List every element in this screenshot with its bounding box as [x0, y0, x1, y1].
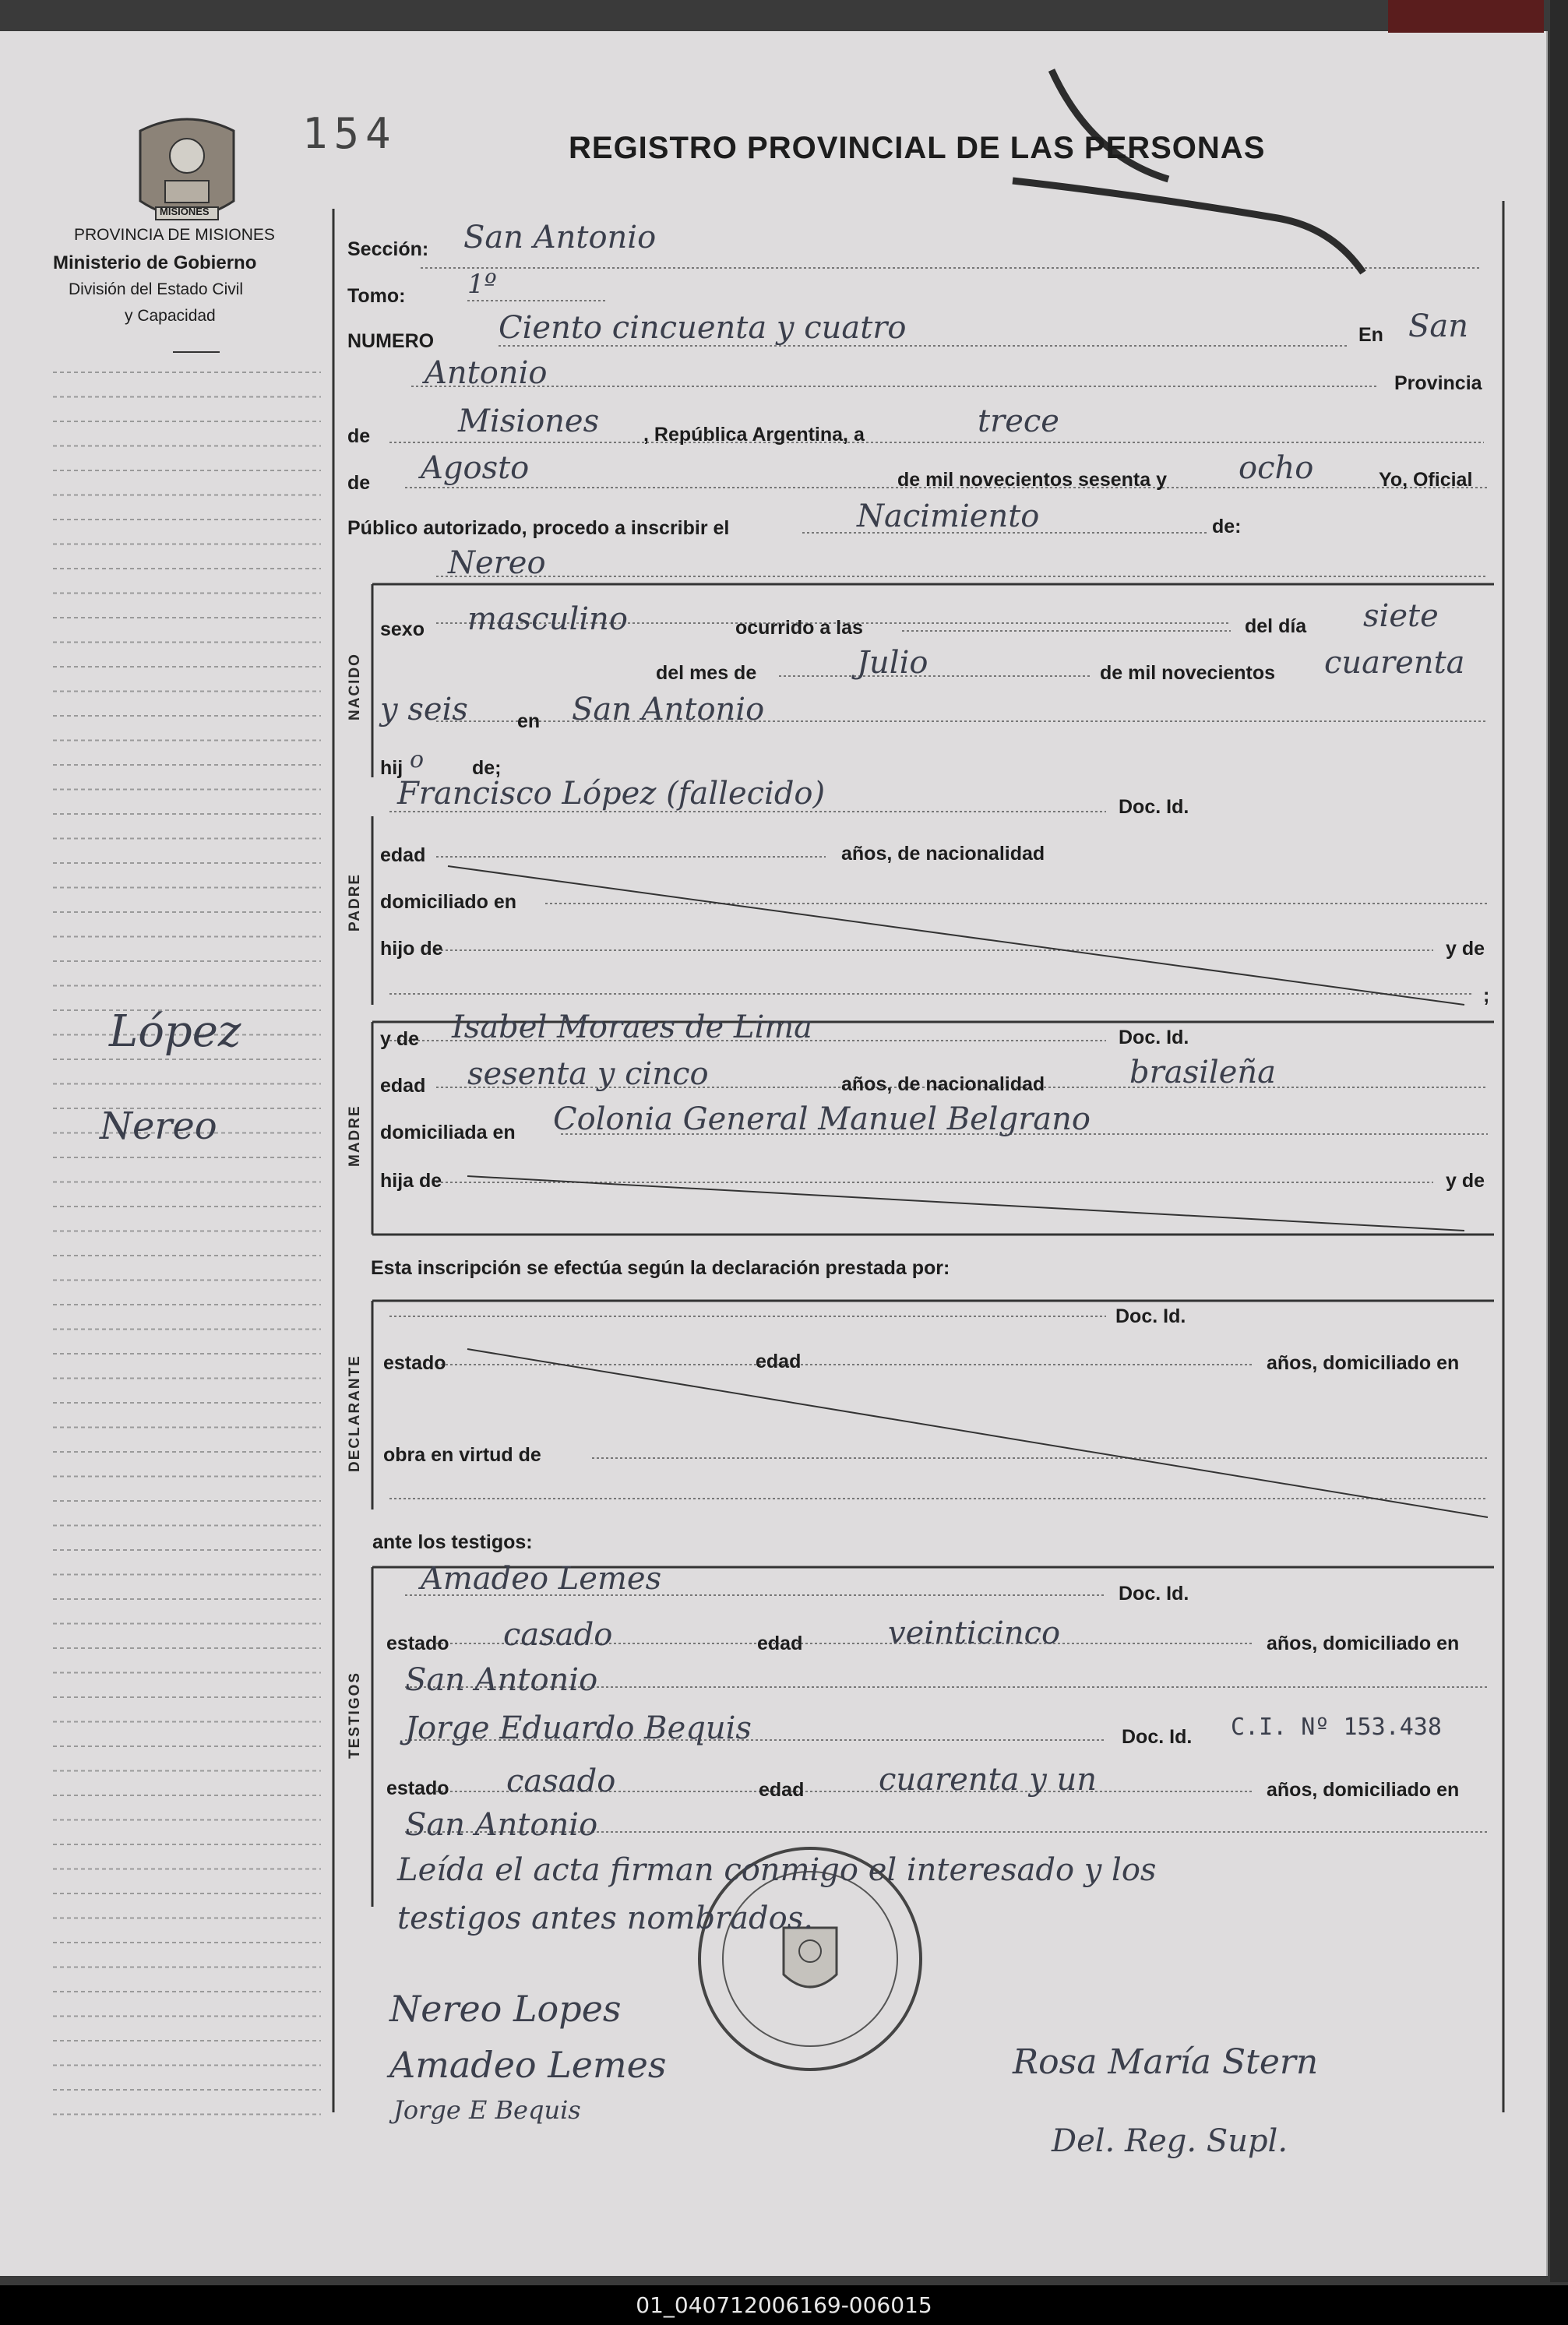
value-madre: Isabel Moraes de Lima — [452, 1009, 813, 1045]
label-del-dia: del día — [1245, 615, 1307, 637]
value-t1-dom: San Antonio — [405, 1662, 598, 1698]
signature-interesado: Nereo Lopes — [389, 1988, 622, 2030]
label-doc-padre: Doc. Id. — [1119, 796, 1189, 818]
value-sexo: masculino — [467, 601, 628, 637]
value-acto: Nacimiento — [857, 498, 1040, 534]
value-nac-lugar: San Antonio — [572, 692, 765, 727]
value-nombre: Nereo — [448, 545, 546, 581]
label-en-lower: en — [517, 710, 541, 732]
margin-surname: López — [109, 1006, 241, 1057]
label-ocurrido: ocurrido a las — [735, 617, 863, 639]
label-y-de-madre-2: y de — [1446, 1170, 1485, 1192]
value-madre-dom: Colonia General Manuel Belgrano — [553, 1101, 1091, 1137]
label-estado-declarante: estado — [383, 1352, 446, 1374]
label-yo-oficial: Yo, Oficial — [1379, 469, 1473, 491]
value-dia: trece — [978, 403, 1059, 439]
label-obra: obra en virtud de — [383, 1444, 541, 1466]
value-testigo1: Amadeo Lemes — [421, 1561, 662, 1597]
label-anios-dom-declarante: años, domiciliado en — [1267, 1352, 1460, 1374]
value-numero: Ciento cincuenta y cuatro — [499, 310, 907, 346]
label-nacido: NACIDO — [347, 653, 363, 720]
value-padre: Francisco López (fallecido) — [397, 776, 826, 812]
label-anios-padre: años, de nacionalidad — [841, 843, 1045, 865]
signature-title: Del. Reg. Supl. — [1052, 2123, 1288, 2159]
label-provincia: Provincia — [1394, 372, 1482, 394]
org-ministry: Ministerio de Gobierno — [53, 252, 257, 273]
value-hijo-suffix: o — [410, 746, 425, 773]
value-t1-estado: casado — [503, 1617, 613, 1653]
label-seccion: Sección: — [347, 238, 429, 260]
org-capacity: y Capacidad — [125, 307, 216, 325]
closing-line-1: Leída el acta firman conmigo el interesado y los — [397, 1852, 1157, 1888]
value-madre-edad: sesenta y cinco — [467, 1056, 709, 1092]
label-de-2: de — [347, 472, 371, 494]
label-declaracion: Esta inscripción se efectúa según la declaración prestada por: — [371, 1257, 950, 1279]
label-hijo: hij — [380, 757, 403, 779]
value-t2-estado: casado — [506, 1763, 616, 1799]
value-testigo2: Jorge Eduardo Bequis — [405, 1710, 752, 1746]
label-anios-dom-t1: años, domiciliado en — [1267, 1633, 1460, 1654]
value-t2-edad: cuarenta y un — [879, 1762, 1098, 1798]
value-mes: Agosto — [421, 450, 530, 486]
label-y-de-padre: y de — [1446, 938, 1485, 960]
value-t2-doc: C.I. Nº 153.438 — [1231, 1714, 1442, 1741]
page-title: REGISTRO PROVINCIAL DE LAS PERSONAS — [569, 131, 1266, 165]
label-declarante: DECLARANTE — [347, 1354, 363, 1472]
org-province: PROVINCIA DE MISIONES — [74, 226, 275, 244]
label-doc-t2: Doc. Id. — [1122, 1726, 1193, 1748]
signature-oficial: Rosa María Stern — [1013, 2042, 1319, 2082]
value-nac-anio-2: y seis — [380, 692, 468, 727]
value-en-2: Antonio — [425, 355, 548, 391]
label-ante: ante los testigos: — [372, 1531, 533, 1553]
signature-testigo2: Jorge E Bequis — [393, 2095, 581, 2125]
crest-icon — [140, 119, 234, 220]
label-testigos: TESTIGOS — [347, 1671, 363, 1759]
label-de-mil: de mil novecientos sesenta y — [897, 469, 1167, 491]
value-anio: ocho — [1239, 450, 1314, 486]
label-hijo-de-padre: hijo de — [380, 938, 443, 960]
value-madre-nac: brasileña — [1129, 1055, 1276, 1090]
page-number: 154 — [302, 109, 397, 158]
value-nac-mes: Julio — [857, 645, 928, 681]
label-del-mes: del mes de — [656, 662, 757, 684]
label-doc-madre: Doc. Id. — [1119, 1027, 1189, 1048]
label-sexo: sexo — [380, 618, 425, 640]
value-seccion: San Antonio — [463, 220, 657, 255]
margin-name: Nereo — [100, 1104, 217, 1148]
label-publico: Público autorizado, procedo a inscribir el — [347, 517, 730, 539]
label-domiciliada: domiciliada en — [380, 1122, 516, 1143]
label-hija-de: hija de — [380, 1170, 442, 1192]
label-numero: NUMERO — [347, 330, 435, 352]
label-estado-t1: estado — [386, 1633, 449, 1654]
label-y-de-madre: y de — [380, 1028, 420, 1050]
value-nac-dia: siete — [1363, 598, 1439, 634]
value-en-1: San — [1408, 308, 1469, 344]
label-de-semicolon: de; — [472, 757, 502, 779]
label-doc-t1: Doc. Id. — [1119, 1583, 1189, 1605]
label-anios-dom-t2: años, domiciliado en — [1267, 1779, 1460, 1801]
label-madre: MADRE — [347, 1104, 363, 1167]
label-de-1: de — [347, 425, 371, 447]
label-edad-t2: edad — [759, 1779, 805, 1801]
image-caption: 01_040712006169-006015 — [0, 2285, 1568, 2325]
label-republica: , República Argentina, a — [643, 424, 865, 446]
label-edad-padre: edad — [380, 844, 426, 866]
label-doc-declarante: Doc. Id. — [1115, 1305, 1186, 1327]
value-t2-dom: San Antonio — [405, 1807, 598, 1843]
org-division: División del Estado Civil — [69, 280, 244, 298]
label-de-colon: de: — [1212, 516, 1242, 537]
value-nac-anio-1: cuarenta — [1324, 645, 1465, 681]
label-tomo: Tomo: — [347, 285, 406, 307]
label-edad-madre: edad — [380, 1075, 426, 1097]
label-anios-madre: años, de nacionalidad — [841, 1073, 1045, 1095]
crest-label: MISIONES — [160, 206, 210, 217]
label-en: En — [1358, 324, 1383, 346]
value-t1-edad: veinticinco — [888, 1615, 1061, 1651]
label-edad-declarante: edad — [756, 1351, 802, 1372]
label-edad-t1: edad — [757, 1633, 803, 1654]
value-provincia: Misiones — [458, 403, 600, 439]
signature-testigo1: Amadeo Lemes — [389, 2044, 667, 2086]
label-estado-t2: estado — [386, 1777, 449, 1799]
label-domiciliado-padre: domiciliado en — [380, 891, 517, 913]
label-semicolon: ; — [1483, 985, 1490, 1006]
label-padre: PADRE — [347, 872, 363, 932]
value-tomo: 1º — [467, 269, 497, 300]
closing-line-2: testigos antes nombrados. — [397, 1901, 813, 1936]
label-de-mil-nov: de mil novecientos — [1100, 662, 1276, 684]
